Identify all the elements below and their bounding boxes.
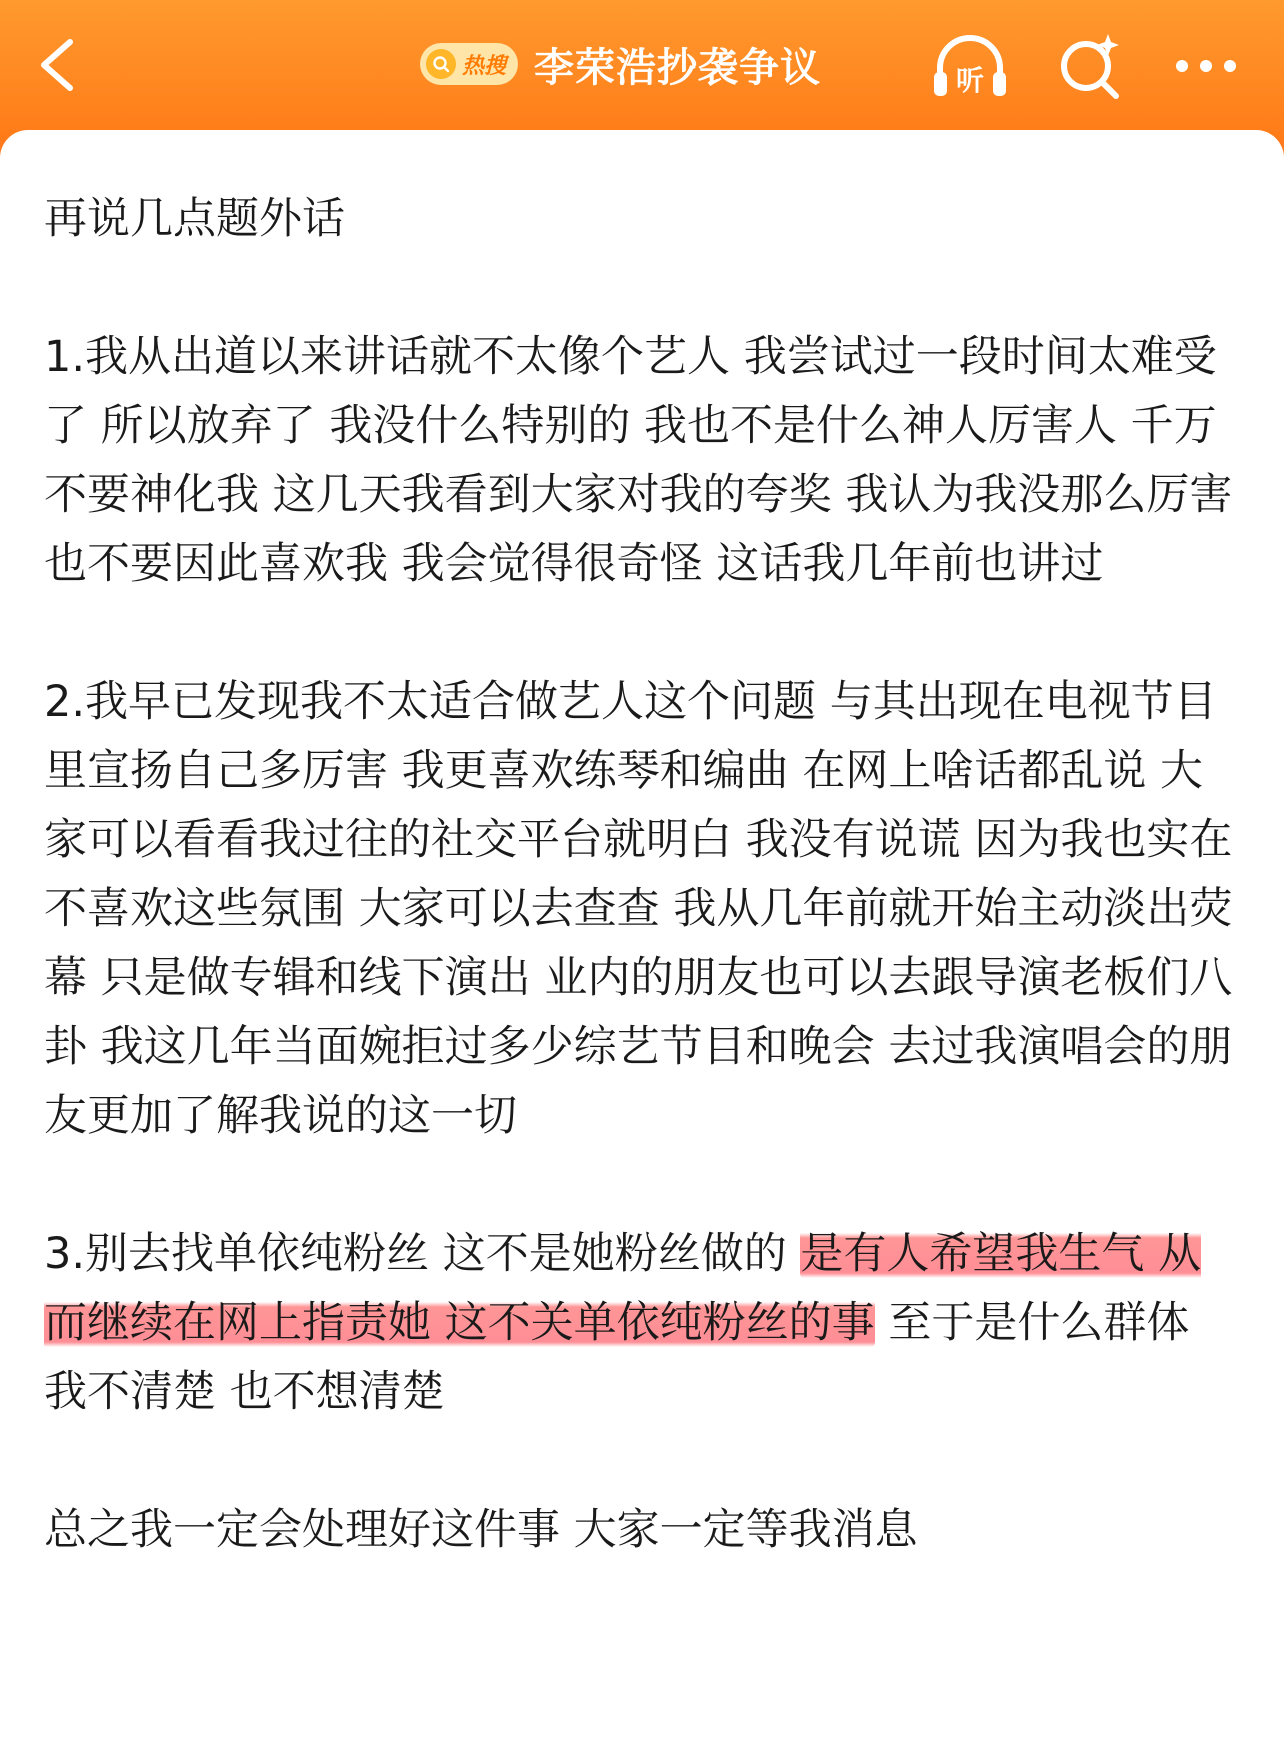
chevron-left-icon [30,30,90,100]
more-button[interactable] [1168,28,1248,104]
search-icon [426,49,456,79]
page-title: 李荣浩抄袭争议 [534,44,822,91]
paragraph-3-text-end: 至于是什么群体 我不清楚 也不想清楚 [44,1298,1190,1417]
post-intro: 再说几点题外话 [44,194,345,244]
top-bar [0,0,1284,140]
search-sparkle-icon [1050,28,1130,104]
post-paragraph-1: 1.我从出道以来讲话就不太像个艺人 我尝试过一段时间太难受了 所以放弃了 我没什么特别的 我也不是什么神人厉害人 千万不要神化我 这几天我看到大家对我的夸奖 我认为我没那么厉害 也不要因此喜欢我 我会觉得很奇怪 这话我几年前也讲过 [44,332,1233,589]
search-button[interactable] [1050,28,1130,104]
more-dots-icon [1168,28,1248,104]
headphones-icon [930,28,1010,104]
post-paragraph-3 [44,1220,1244,1427]
back-button[interactable] [30,30,90,100]
paragraph-3-text-start: 3.别去找单依纯粉丝 这不是她粉丝做的 [44,1229,801,1279]
post-paragraph-2: 2.我早已发现我不太适合做艺人这个问题 与其出现在电视节目里宣扬自己多厉害 我更喜欢练琴和编曲 在网上啥话都乱说 大家可以看看我过往的社交平台就明白 我没有说谎 因为我也实在不喜欢这些氛围 大家可以去查查 我从几年前就开始主动淡出荧幕 只是做专辑和线下演出 业内的朋友也可以去跟导演老板们八卦 我这几年当面婉拒过多少综艺节目和晚会 去过我演唱会的朋友更加了解我说的这一切 [44,677,1233,1141]
post-content [0,130,1284,1747]
post-body [44,185,1244,1565]
hot-search-badge [420,43,518,85]
listen-label: 听 [955,64,985,97]
listen-button[interactable] [930,28,1010,104]
highlighted-text: 是有人希望我生气 从而继续在网上指责她 这不关单依纯粉丝的事 [44,1229,1202,1348]
hot-badge-label: 热搜 [462,53,507,79]
title-area [420,34,821,94]
post-outro: 总之我一定会处理好这件事 大家一定等我消息 [44,1505,918,1555]
